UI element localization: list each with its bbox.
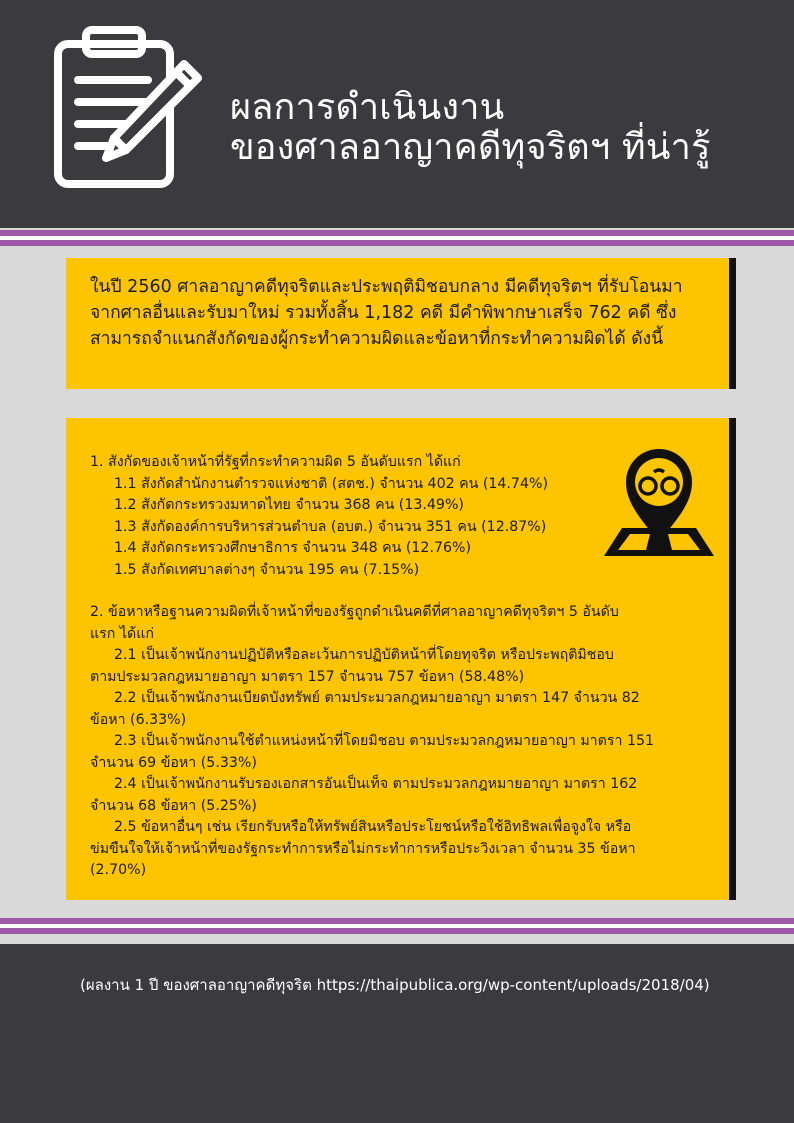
intro-text: ในปี 2560 ศาลอาญาคดีทุจริตและประพฤติมิชอบกลาง มีคดีทุจริตฯ ที่รับโอนมาจากศาลอื่นและรับมาใหม่ รวมทั้งสิ้น 1,182 คดี มีคำพิพากษาเสร็จ 762 คดี ซึ่งสามารถจำแนกสังกัดของผู้กระทำความผิดและข้อหาที่กระทำความผิดได้ ดังนี้ <box>90 277 683 349</box>
title-line-1: ผลการดำเนินงาน <box>230 87 505 128</box>
section-2-heading: แรก ได้แก่ <box>90 625 154 642</box>
title-line-2: ของศาลอาญาคดีทุจริตฯ ที่น่ารู้ <box>230 127 711 168</box>
list-item: 1.3 สังกัดองค์การบริหารส่วนตำบล (อบต.) จำนวน 351 คน (12.87%) <box>114 518 547 535</box>
list-item: 2.1 เป็นเจ้าพนักงานปฏิบัติหรือละเว้นการปฏิบัติหน้าที่โดยทุจริต หรือประพฤติมิชอบ <box>114 647 614 663</box>
list-item: จำนวน 69 ข้อหา (5.33%) <box>90 754 257 771</box>
source-citation: (ผลงาน 1 ปี ของศาลอาญาคดีทุจริต https://thaipublica.org/wp-content/uploads/2018/04) <box>80 976 710 994</box>
divider-stripe <box>0 240 794 246</box>
list-item: 2.4 เป็นเจ้าพนักงานรับรองเอกสารอันเป็นเท็จ ตามประมวลกฎหมายอาญา มาตรา 162 <box>114 776 638 792</box>
details-list <box>90 452 718 882</box>
list-item: 2.2 เป็นเจ้าพนักงานเบียดบังทรัพย์ ตามประมวลกฎหมายอาญา มาตรา 147 จำนวน 82 <box>114 690 640 706</box>
header-banner <box>0 0 794 228</box>
footer <box>0 944 794 1123</box>
divider-stripe <box>0 928 794 934</box>
spacer <box>90 581 718 602</box>
list-item: 1.1 สังกัดสำนักงานตำรวจแห่งชาติ (สตช.) จำนวน 402 คน (14.74%) <box>114 475 548 492</box>
list-item: ข้อหา (6.33%) <box>90 711 187 728</box>
list-item: 1.4 สังกัดกระทรวงศึกษาธิการ จำนวน 348 คน (12.76%) <box>114 540 472 556</box>
list-item: 1.2 สังกัดกระทรวงมหาดไทย จำนวน 368 คน (13.49%) <box>114 497 464 513</box>
list-item: ข่มขืนใจให้เจ้าหน้าที่ของรัฐกระทำการหรือไม่กระทำการหรือประวิงเวลา จำนวน 35 ข้อหา <box>90 840 636 857</box>
section-1-heading: 1. สังกัดของเจ้าหน้าที่รัฐที่กระทำความผิด 5 อันดับแรก ได้แก่ <box>90 454 461 470</box>
list-item: 2.3 เป็นเจ้าพนักงานใช้ตำแหน่งหน้าที่โดยมิชอบ ตามประมวลกฎหมายอาญา มาตรา 151 <box>114 733 655 749</box>
list-item: 1.5 สังกัดเทศบาลต่างๆ จำนวน 195 คน (7.15%) <box>114 561 420 578</box>
list-item: (2.70%) <box>90 862 147 878</box>
intro-box <box>66 258 736 389</box>
list-item: จำนวน 68 ข้อหา (5.25%) <box>90 797 257 814</box>
clipboard-pen-icon <box>52 22 202 192</box>
list-item: 2.5 ข้อหาอื่นๆ เช่น เรียกรับหรือให้ทรัพย์สินหรือประโยชน์หรือใช้อิทธิพลเพื่อจูงใจ หรือ <box>114 819 632 835</box>
section-2-heading: 2. ข้อหาหรือฐานความผิดที่เจ้าหน้าที่ของรัฐถูกดำเนินคดีที่ศาลอาญาคดีทุจริตฯ 5 อันดับ <box>90 604 619 620</box>
page-title <box>230 88 711 168</box>
details-box <box>66 418 736 900</box>
list-item: ตามประมวลกฎหมายอาญา มาตรา 157 จำนวน 757 ข้อหา (58.48%) <box>90 668 525 685</box>
